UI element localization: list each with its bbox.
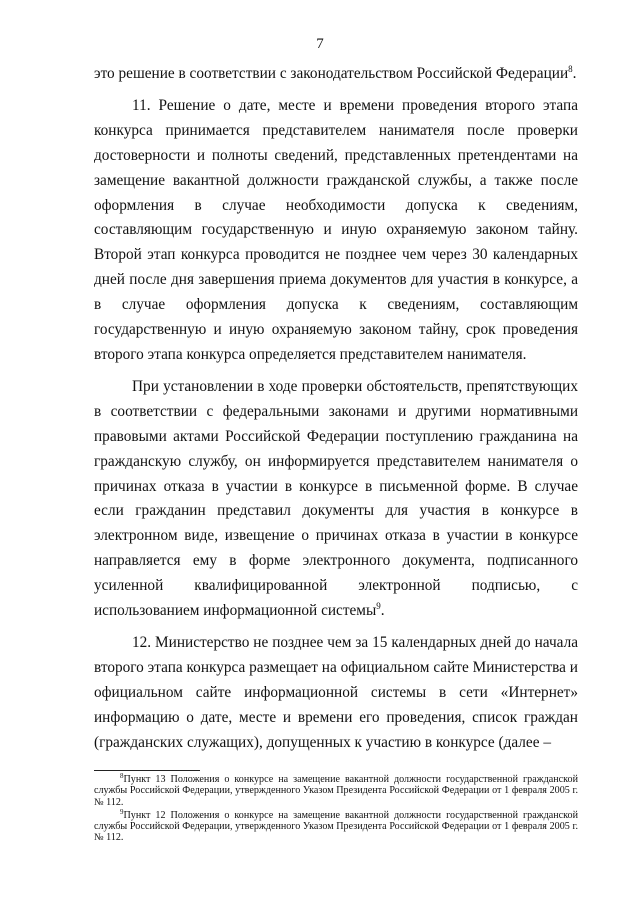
paragraph-clause-11	[94, 94, 578, 368]
footnotes	[94, 774, 578, 846]
paragraph-continuation	[94, 62, 578, 87]
paragraph-tail: .	[380, 602, 385, 620]
footnote-separator	[94, 770, 200, 771]
paragraph-text: 12. Министерство не позднее чем за 15 календарных дней до начала второго этапа конкурса размещает на официальном сайте Министерства и официальном сайте информационной системы в сети «Интернет» информацию о дате, месте и времени его проведения, список граждан (гражданских служащих), допущенных к участию в конкурсе (далее –	[94, 633, 578, 751]
paragraph-text: 11. Решение о дате, месте и времени проведения второго этапа конкурса принимается представителем нанимателя после проверки достоверности и полноты сведений, представленных претендентами на замещение вакантной должности гражданской службы, а также после оформления в случае необходимости допуска к сведениям, составляющим государственную и иную охраняемую законом тайну. Второй этап конкурса проводится не позднее чем через 30 календарных дней после дня завершения приема документов для участия в конкурсе, а в случае оформления допуска к сведениям, составляющим государственную и иную охраняемую законом тайну, срок проведения второго этапа конкурса определяется представителем нанимателя.	[94, 96, 578, 363]
footnote	[94, 774, 578, 808]
footnote-marker: 9	[120, 807, 124, 816]
paragraph-clause-12	[94, 631, 578, 756]
footnote-reference[interactable]: 9	[376, 601, 381, 612]
footnote-text: Пункт 13 Положения о конкурсе на замещение вакантной должности государственной гражданской службы Российской Федерации, утвержденного Указом Президента Российской Федерации от 1 февраля 2005 г. № 112.	[94, 774, 578, 808]
paragraph-text: При установлении в ходе проверки обстоятельств, препятствующих в соответствии с федеральными законами и другими нормативными правовыми актами Российской Федерации поступлению гражданина на гражданскую службу, он информируется представителем нанимателя о причинах отказа в участии в конкурсе в письменной форме. В случае если гражданин представил документы для участия в конкурсе в электронном виде, извещение о причинах отказа в участии в конкурсе направляется ему в форме электронного документа, подписанного усиленной квалифицированной электронной подписью, с использованием информационной системы	[94, 377, 578, 620]
footnote	[94, 807, 578, 844]
footnote-reference[interactable]: 8	[568, 64, 573, 74]
document-body	[94, 62, 578, 762]
paragraph-tail: .	[572, 65, 577, 82]
paragraph-refusal-notice	[94, 375, 578, 624]
footnote-marker: 8	[120, 772, 124, 780]
footnote-text: Пункт 12 Положения о конкурсе на замещение вакантной должности государственной гражданской службы Российской Федерации, утвержденного Указом Президента Российской Федерации от 1 февраля 2005 г. № 112.	[94, 809, 578, 844]
page-number: 7	[316, 36, 324, 52]
paragraph-text: это решение в соответствии с законодательством Российской Федерации	[94, 65, 569, 82]
